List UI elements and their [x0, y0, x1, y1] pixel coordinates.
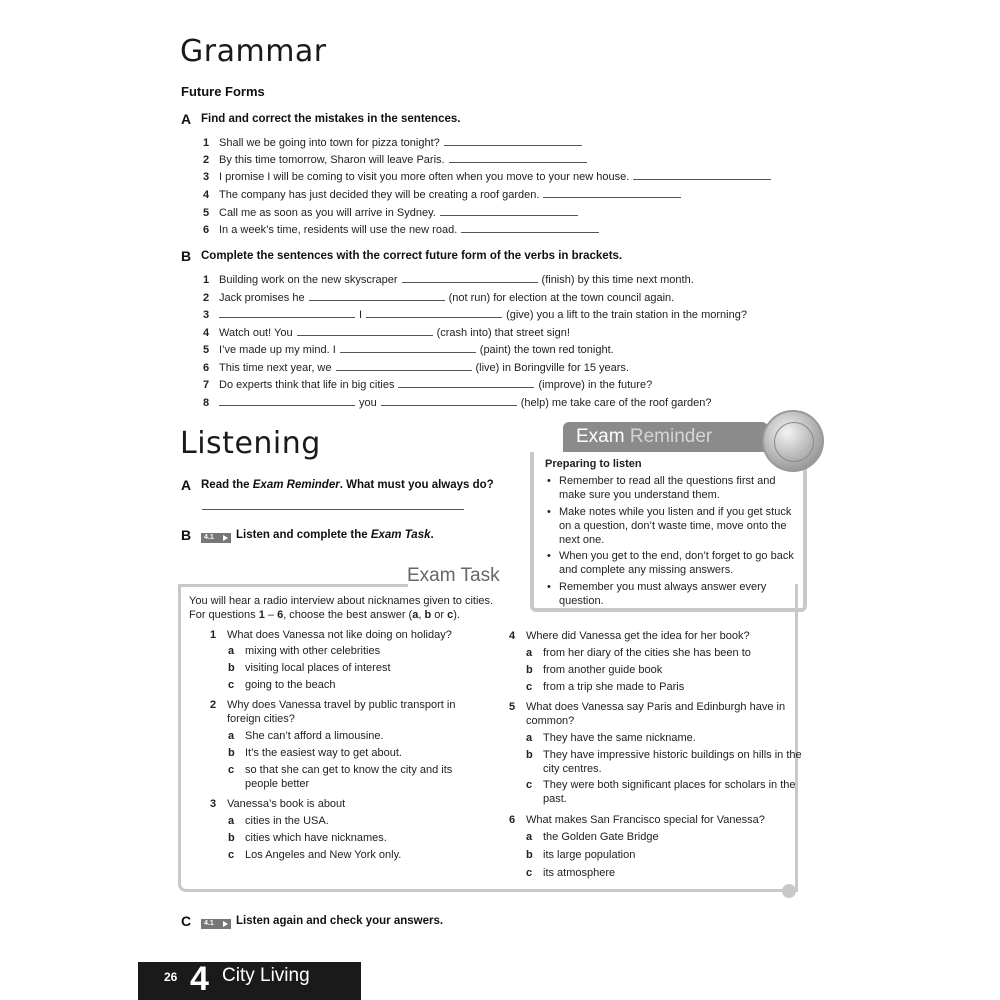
- grammar-b-item-4: 4 Watch out! You (crash into) that street sign!: [203, 327, 570, 339]
- grammar-a-item-1: 1 Shall we be going into town for pizza tonight?: [203, 135, 586, 149]
- option[interactable]: c going to the beach: [228, 679, 336, 691]
- grammar-b-item-6: 6 This time next year, we (live) in Boringville for 15 years.: [203, 362, 629, 374]
- option[interactable]: c so that she can get to know the city and its people better: [228, 764, 453, 790]
- question-3: 3 Vanessa’s book is about: [210, 798, 346, 810]
- answer-blank[interactable]: [309, 290, 445, 301]
- option[interactable]: a the Golden Gate Bridge: [526, 831, 659, 843]
- question-1: 1 What does Vanessa not like doing on holiday?: [210, 629, 452, 641]
- option[interactable]: b It’s the easiest way to get about.: [228, 747, 402, 759]
- grammar-b-item-1: 1 Building work on the new skyscraper (finish) by this time next month.: [203, 274, 694, 286]
- option[interactable]: b They have impressive historic buildings on hills in the city centres.: [526, 749, 802, 775]
- reminder-item: • Remember to read all the questions first and make sure you understand them.: [545, 474, 795, 502]
- answer-blank[interactable]: [297, 325, 433, 336]
- answer-blank[interactable]: [440, 205, 578, 216]
- option[interactable]: c They were both significant places for scholars in the past.: [526, 779, 796, 805]
- option[interactable]: b visiting local places of interest: [228, 662, 391, 674]
- grammar-b-item-7: 7 Do experts think that life in big cities (improve) in the future?: [203, 379, 653, 391]
- option[interactable]: a She can’t afford a limousine.: [228, 730, 384, 742]
- option[interactable]: a from her diary of the cities she has been to: [526, 647, 751, 659]
- answer-blank[interactable]: [461, 222, 599, 233]
- listening-task-c-instruction: 4.1 Listen again and check your answers.: [201, 915, 443, 928]
- audio-track-icon[interactable]: 4.1: [201, 919, 231, 929]
- listening-task-a-instruction: Read the Exam Reminder. What must you always do?: [201, 479, 494, 491]
- option[interactable]: c its atmosphere: [526, 867, 616, 879]
- page-number: 26: [164, 970, 178, 984]
- answer-blank[interactable]: [381, 395, 517, 406]
- option[interactable]: c Los Angeles and New York only.: [228, 849, 402, 861]
- answer-blank[interactable]: [336, 360, 472, 371]
- coin-icon: [762, 410, 824, 472]
- answer-blank[interactable]: [633, 169, 771, 180]
- grammar-task-a-letter: A: [181, 111, 192, 127]
- listening-title: Listening: [180, 426, 321, 461]
- listening-task-a-letter: A: [181, 477, 192, 493]
- question-2: 2 Why does Vanessa travel by public transport in foreign cities?: [210, 699, 456, 725]
- question-5: 5 What does Vanessa say Paris and Edinburgh have in common?: [509, 701, 786, 727]
- grammar-task-a-instruction: Find and correct the mistakes in the sentences.: [201, 113, 461, 125]
- answer-blank[interactable]: [449, 152, 587, 163]
- exam-task-title: Exam Task: [407, 565, 500, 586]
- option[interactable]: c from a trip she made to Paris: [526, 681, 685, 693]
- reminder-item: • When you get to the end, don’t forget to go back and complete any missing answers.: [545, 549, 795, 577]
- listening-task-c-letter: C: [181, 913, 192, 929]
- grammar-a-item-2: 2 By this time tomorrow, Sharon will leave Paris.: [203, 152, 591, 166]
- answer-blank[interactable]: [366, 307, 502, 318]
- future-forms-subtitle: Future Forms: [181, 84, 265, 99]
- answer-blank[interactable]: [444, 135, 582, 146]
- audio-track-icon[interactable]: 4.1: [201, 533, 231, 543]
- unit-name: City Living: [222, 965, 310, 986]
- option[interactable]: b its large population: [526, 849, 636, 861]
- option[interactable]: a cities in the USA.: [228, 815, 329, 827]
- question-4: 4 Where did Vanessa get the idea for her book?: [509, 630, 750, 642]
- option[interactable]: a mixing with other celebrities: [228, 645, 381, 657]
- grammar-task-b-instruction: Complete the sentences with the correct future form of the verbs in brackets.: [201, 250, 623, 262]
- answer-blank[interactable]: [219, 395, 355, 406]
- answer-blank[interactable]: [219, 307, 355, 318]
- grammar-a-item-4: 4 The company has just decided they will be creating a roof garden.: [203, 187, 685, 201]
- option[interactable]: a They have the same nickname.: [526, 732, 696, 744]
- listening-task-b-instruction: 4.1 Listen and complete the Exam Task.: [201, 529, 434, 542]
- answer-blank[interactable]: [398, 377, 534, 388]
- frame-end-dot: [782, 884, 796, 898]
- answer-blank[interactable]: [402, 272, 538, 283]
- option[interactable]: b cities which have nicknames.: [228, 832, 387, 844]
- answer-blank[interactable]: [340, 342, 476, 353]
- reminder-heading: Preparing to listen: [545, 458, 642, 470]
- grammar-a-item-5: 5 Call me as soon as you will arrive in Sydney.: [203, 205, 582, 219]
- grammar-b-item-3: 3 I (give) you a lift to the train station in the morning?: [203, 309, 747, 321]
- grammar-a-item-3: 3 I promise I will be coming to visit you more often when you move to your new house.: [203, 169, 775, 183]
- exam-task-intro: You will hear a radio interview about nicknames given to cities. For questions 1 – 6, choose the best answer (a, b or c).: [189, 595, 494, 621]
- option[interactable]: b from another guide book: [526, 664, 663, 676]
- grammar-b-item-2: 2 Jack promises he (not run) for election at the town council again.: [203, 292, 675, 304]
- grammar-title: Grammar: [180, 34, 327, 69]
- grammar-task-b-letter: B: [181, 248, 192, 264]
- answer-blank[interactable]: [543, 187, 681, 198]
- exam-reminder-title: Exam Reminder: [563, 422, 768, 452]
- question-6: 6 What makes San Francisco special for Vanessa?: [509, 814, 765, 826]
- unit-number: 4: [190, 960, 209, 998]
- grammar-b-item-5: 5 I’ve made up my mind. I (paint) the town red tonight.: [203, 344, 614, 356]
- grammar-b-item-8: 8 you (help) me take care of the roof garden?: [203, 397, 712, 409]
- grammar-a-item-6: 6 In a week’s time, residents will use the new road.: [203, 222, 603, 236]
- answer-line[interactable]: [202, 509, 464, 510]
- listening-task-b-letter: B: [181, 527, 192, 543]
- reminder-item: • Remember you must always answer every question.: [545, 580, 795, 608]
- page-footer: [138, 962, 361, 1000]
- reminder-item: • Make notes while you listen and if you get stuck on a question, don’t waste time, move onto the next one.: [545, 505, 795, 547]
